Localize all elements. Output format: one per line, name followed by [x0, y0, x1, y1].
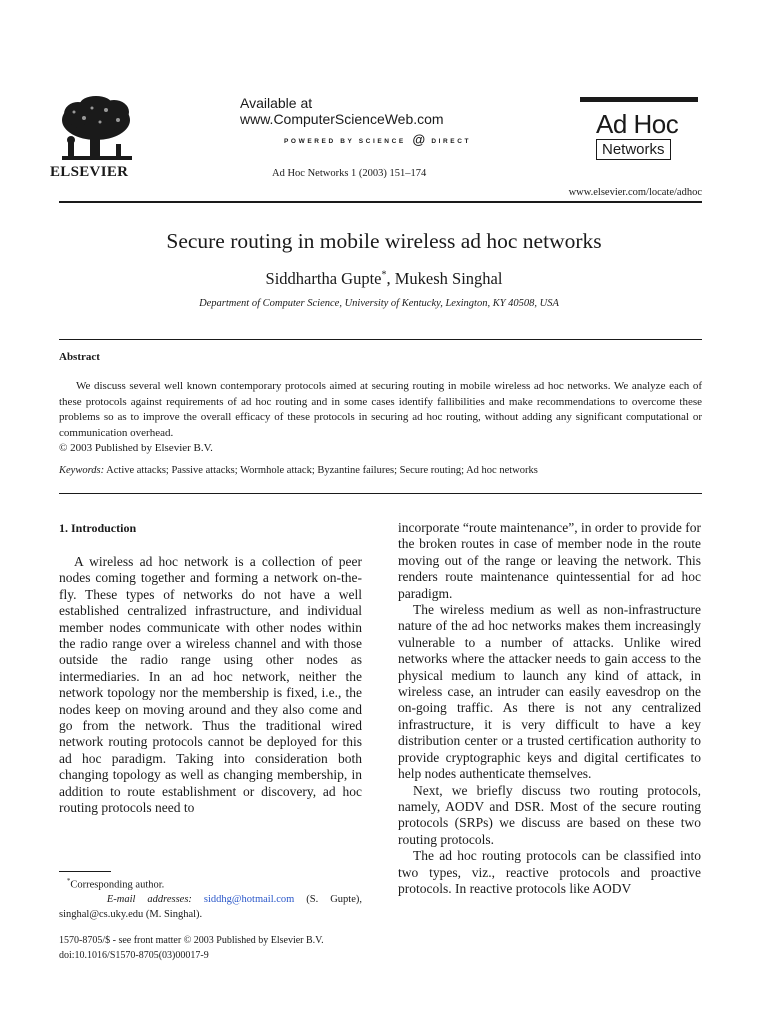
- footnote-emails: [59, 893, 362, 922]
- header-divider: [59, 201, 702, 203]
- journal-logo-title: Ad Hoc: [596, 109, 679, 139]
- keywords-text: Active attacks; Passive attacks; Wormhole attack; Byzantine failures; Secure routing; Ad hoc networks: [104, 465, 538, 476]
- abstract-heading: Abstract: [59, 351, 100, 363]
- powered-by-direct: DIRECT: [431, 138, 472, 145]
- footnote-corresponding-text: Corresponding author.: [70, 879, 165, 891]
- abstract-top-divider: [59, 339, 702, 340]
- powered-by-text: POWERED BY SCIENCE: [284, 138, 406, 145]
- availability-block: [240, 95, 444, 127]
- journal-logo: [580, 97, 698, 165]
- journal-citation: Ad Hoc Networks 1 (2003) 151–174: [272, 168, 427, 179]
- elsevier-tree-icon: [56, 96, 138, 166]
- author-affiliation: Department of Computer Science, University of Kentucky, Lexington, KY 40508, USA: [199, 298, 559, 309]
- footnote-corresponding: [59, 874, 362, 893]
- page-footer: [59, 934, 324, 963]
- email-owner: (S. Gupte),: [294, 894, 363, 905]
- footnote-mark: *: [66, 877, 71, 885]
- left-column: [59, 554, 362, 817]
- author-name: Mukesh Singhal: [394, 269, 503, 288]
- footnote-divider: [59, 871, 111, 872]
- email-link[interactable]: siddhg@hotmail.com: [203, 894, 295, 905]
- journal-logo-subtitle: Networks: [596, 139, 671, 160]
- abstract-copyright: © 2003 Published by Elsevier B.V.: [59, 442, 213, 454]
- issn-line: 1570-8705/$ - see front matter © 2003 Published by Elsevier B.V.: [59, 935, 324, 946]
- abstract-body: [59, 379, 702, 457]
- email-link[interactable]: singhal@cs.uky.edu: [59, 908, 144, 920]
- keywords-label: Keywords:: [59, 465, 105, 476]
- email-label: E-mail addresses:: [106, 894, 192, 905]
- corresponding-mark[interactable]: *: [381, 269, 387, 281]
- availability-label: Available at: [240, 95, 313, 111]
- paragraph: Next, we briefly discuss two routing protocols, namely, AODV and DSR. Most of the secure routing protocols (SRPs) we discuss are based on these two routing protocols.: [398, 782, 701, 847]
- right-column: [398, 520, 701, 897]
- author-list: [0, 269, 768, 289]
- section-heading: 1. Introduction: [59, 521, 137, 535]
- paragraph: incorporate “route maintenance”, in order to provide for the broken routes in case of member node in the route moving out of the range or leaving the network. This renders route maintenance quintessential for ad hoc paradigm.: [398, 520, 701, 601]
- keywords-line: [59, 465, 538, 476]
- author-name: Siddhartha Gupte: [265, 269, 382, 288]
- abstract-text: We discuss several well known contemporary protocols aimed at securing routing in mobile wireless ad hoc networks. We analyze each of these protocols against requirements of ad hoc routing and in some cases identify fallibilities and make recommendations to overcome these problems so as to improve the overall efficacy of these protocols in securing ad hoc routing, without adding any significant computational or communication overhead.: [59, 380, 702, 439]
- article-title: Secure routing in mobile wireless ad hoc networks: [166, 229, 602, 253]
- email-owner: (M. Singhal).: [143, 908, 203, 920]
- availability-url[interactable]: www.ComputerScienceWeb.com: [240, 111, 444, 127]
- at-sign-icon: @: [412, 132, 425, 147]
- doi-line[interactable]: doi:10.1016/S1570-8705(03)00017-9: [59, 949, 209, 961]
- paragraph: The wireless medium as well as non-infrastructure nature of the ad hoc networks makes them increasingly vulnerable to a number of attacks. Unlike wired networks where the attacker needs to gain access to the physical medium to launch any kind of attack, in wireless case, an intruder can easily eavesdrop on the on-going traffic. As there is not any centralized infrastructure, it is very difficult to have a key distribution center or a trusted certification authority to provide cryptographic keys and digital certificates to help nodes authenticate themselves.: [398, 602, 701, 782]
- publisher-name: ELSEVIER: [50, 164, 129, 180]
- author-separator: ,: [386, 269, 395, 288]
- powered-by-line: [284, 131, 471, 146]
- journal-logo-bar: [580, 97, 698, 102]
- abstract-bottom-divider: [59, 493, 702, 494]
- journal-url[interactable]: www.elsevier.com/locate/adhoc: [568, 187, 702, 198]
- paragraph: A wireless ad hoc network is a collection of peer nodes coming together and forming a network on-the-fly. These types of networks do not have a well established centralized infrastructure, and individual member nodes communicate with other nodes within the radio range over a wireless channel and with those outside the radio range using other nodes as intermediaries. In an ad hoc network, neither the network topology nor the membership is fixed, i.e., the nodes keep on moving around and they also come and go from the network. Thus the traditional wired network routing protocols cannot be deployed for this ad hoc paradigm. Taking into consideration both changing topology as well as changing membership, in addition to route establishment or discovery, ad hoc routing protocols need to: [59, 554, 362, 816]
- footnote: [59, 874, 362, 922]
- paragraph: The ad hoc routing protocols can be classified into two types, viz., reactive protocols and proactive protocols. In reactive protocols like AODV: [398, 848, 701, 896]
